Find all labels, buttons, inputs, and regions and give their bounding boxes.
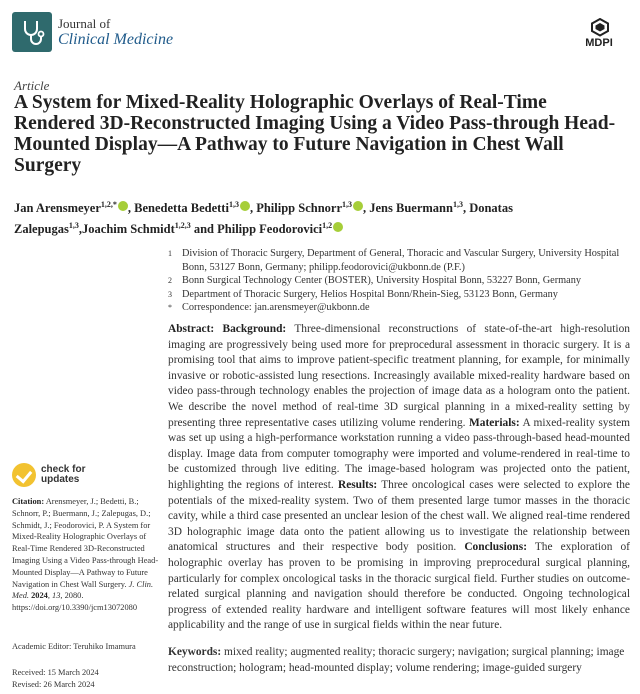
author-separator: , [127,201,135,216]
check-updates-line1: check for [41,464,86,475]
affiliation-item [168,274,628,288]
author-affiliation-marker: 1,3 [228,200,239,209]
citation-year: 2024 [31,591,48,601]
author-name[interactable]: Jan Arensmeyer [14,201,101,216]
citation-label: Citation: [12,497,45,506]
journal-name[interactable] [58,16,173,48]
check-icon [12,463,36,487]
affiliation-item [168,301,628,315]
author-separator: , [363,201,370,216]
orcid-icon[interactable] [333,222,343,232]
affiliation-item [168,247,628,274]
author-separator: , [249,201,257,216]
author-separator: , [78,222,83,237]
author-affiliation-marker: 1,2, [100,200,113,209]
materials-text: A mixed-reality system was set up using a high-performance workstation running a video pass-through-based head-mounted display. Image data from computer tomography were imported and volume-rendered in real-time to be customized through live editing. The image-based hologram was projected onto the patient, highlighting the regions of interest. [168,416,630,491]
affiliation-text: Bonn Surgical Technology Center (BOSTER), University Hospital Bonn, 53227 Bonn, Germany [182,275,582,287]
abstract [168,322,630,634]
author-affiliation-marker: 1,3 [342,200,352,209]
author-affiliation-marker: 1,3 [68,221,79,231]
abstract-label: Abstract: [168,323,215,335]
affiliation-marker: * [168,303,172,313]
keywords-text: mixed reality; augmented reality; thoracic surgery; navigation; surgical planning; image reconstruction; hologram; head-mounted display; volume rendering; image-guided surgery [168,646,625,674]
citation-journal: J. Clin. Med. [12,579,154,601]
article-type: Article [14,78,50,93]
author-name[interactable]: Joachim Schmidt [82,222,175,237]
author-name[interactable]: Benedetta Bedetti [134,201,229,216]
author-name[interactable]: Philipp Feodorovici [217,222,323,237]
background-label: Background: [222,323,287,335]
affiliation-text: Correspondence: jan.arensmeyer@ukbonn.de [182,302,370,314]
check-updates-line2: updates [41,474,80,485]
mdpi-wordmark: MDPI [585,37,613,48]
mdpi-logo[interactable] [570,18,628,48]
author-separator: , [462,201,470,216]
author-affiliation-marker: 1,3 [452,200,463,209]
journal-name-line2: Clinical Medicine [58,31,174,48]
keywords [168,645,630,676]
citation: Citation: Arensmeyer, J.; Bedetti, B.; Schnorr, P.; Buermann, J.; Zalepugas, D.; Schmidt, J.; Feodorovici, P. A System for Mixed-Reality Holographic Overlays of Real-Time Rendered 3D-Reconstructed Imaging Using a Video Pass-through Head-Mounted Display—A Pathway to Future Navigation in Chest Wall Surgery. J. Clin. Med. 2024, 13, 2080. https://doi.org/10.3390/jcm13072080 [12,497,159,613]
background-text: Three-dimensional reconstructions of state-of-the-art high-resolution imaging are progressively being used more for preprocedural assessment in thoracic surgery. It is a promising tool that aims to improve patient-specific treatment planning, for example, for minimally invasive or robotic-assisted lung resections. Increasingly available mixed-reality hardware based on video pass-through technology enables the projection of image data as a hologram onto the patient. We describe the novel method of real-time 3D surgical planning in a mixed-reality setting by presenting three representative cases utilizing volume rendering. [168,323,630,429]
received-date: Received: 15 March 2024 [12,668,99,677]
check-for-updates-button[interactable] [12,462,132,488]
orcid-icon[interactable] [240,201,250,211]
academic-editor: Academic Editor: Teruhiko Imamura [12,642,136,651]
article-title: A System for Mixed-Reality Holographic Overlays of Real-Time Rendered 3D-Reconstructed Imaging Using a Video Pass-through Head-Mounted Display—A Pathway to Future Navigation in Chest Wall Surgery [14,92,616,176]
author-separator: and [190,222,218,237]
revised-date: Revised: 26 March 2024 [12,680,95,689]
citation-doi[interactable]: , 2080. https://doi.org/10.3390/jcm13072080 [12,591,138,613]
stethoscope-icon [12,12,52,52]
affiliations [168,247,628,315]
results-text: Three oncological cases were selected to explore the potentials of the mixed-reality system. Two of them presented large tumor masses in the thoracic cavity, while a third case presented an unclear lesion of the chest wall. We aligned real-time rendered 3D holographic image data onto the patient allowing us to investigate the relationship between anatomical structures and their respective body position. [168,478,630,554]
orcid-icon[interactable] [353,201,363,211]
keywords-label: Keywords: [168,646,222,658]
citation-volume: 13 [52,591,61,601]
affiliation-marker: 2 [168,276,172,286]
affiliation-item [168,288,628,302]
affiliation-marker: 3 [168,289,172,299]
check-updates-label [41,465,85,485]
author-name[interactable]: Philipp Schnorr [256,201,342,216]
author-name[interactable]: Jens Buermann [369,201,453,216]
author-list [14,196,628,238]
journal-header [0,0,640,64]
corresponding-marker: * [112,200,117,209]
orcid-icon[interactable] [118,201,128,211]
conclusions-text: The exploration of holographic overlay has proven to be promising in improving preprocedural surgical planning, particularly for complex oncological tasks in the thoracic surgical field. Further studies on outcome-related surgical planning and navigation should therefore be conducted. Ongoing technological progress of extended reality hardware and intelligent software features will most likely enhance applicability and the range of use in surgical fields within the near future. [168,541,630,632]
citation-text: Arensmeyer, J.; Bedetti, B.; Schnorr, P.; Buermann, J.; Zalepugas, D.; Schmidt, J.; Feodorovici, P. A System for Mixed-Reality Holographic Overlays of Real-Time Rendered 3D-Reconstructed Imaging Using a Video Pass-through Head-Mounted Display—A Pathway to Future Navigation in Chest Wall Surgery. [12,497,159,589]
affiliation-text: Division of Thoracic Surgery, Department of General, Thoracic and Vascular Surgery, University Hospital Bonn, 53127 Bonn, Germany; philipp.feodorovici@ukbonn.de (P.F.) [182,248,620,273]
author-name[interactable]: Donatas Zalepugas [14,201,513,237]
affiliation-marker: 1 [168,249,172,258]
materials-label: Materials: [469,416,520,429]
affiliation-text: Department of Thoracic Surgery, Helios Hospital Bonn/Rhein-Sieg, 53123 Bonn, Germany [182,288,558,300]
author-affiliation-marker: 1,2,3 [174,221,191,231]
author-affiliation-marker: 1,2 [322,221,333,231]
results-label: Results: [337,478,378,491]
conclusions-label: Conclusions: [464,541,527,554]
journal-name-line1: Journal of [58,16,111,31]
